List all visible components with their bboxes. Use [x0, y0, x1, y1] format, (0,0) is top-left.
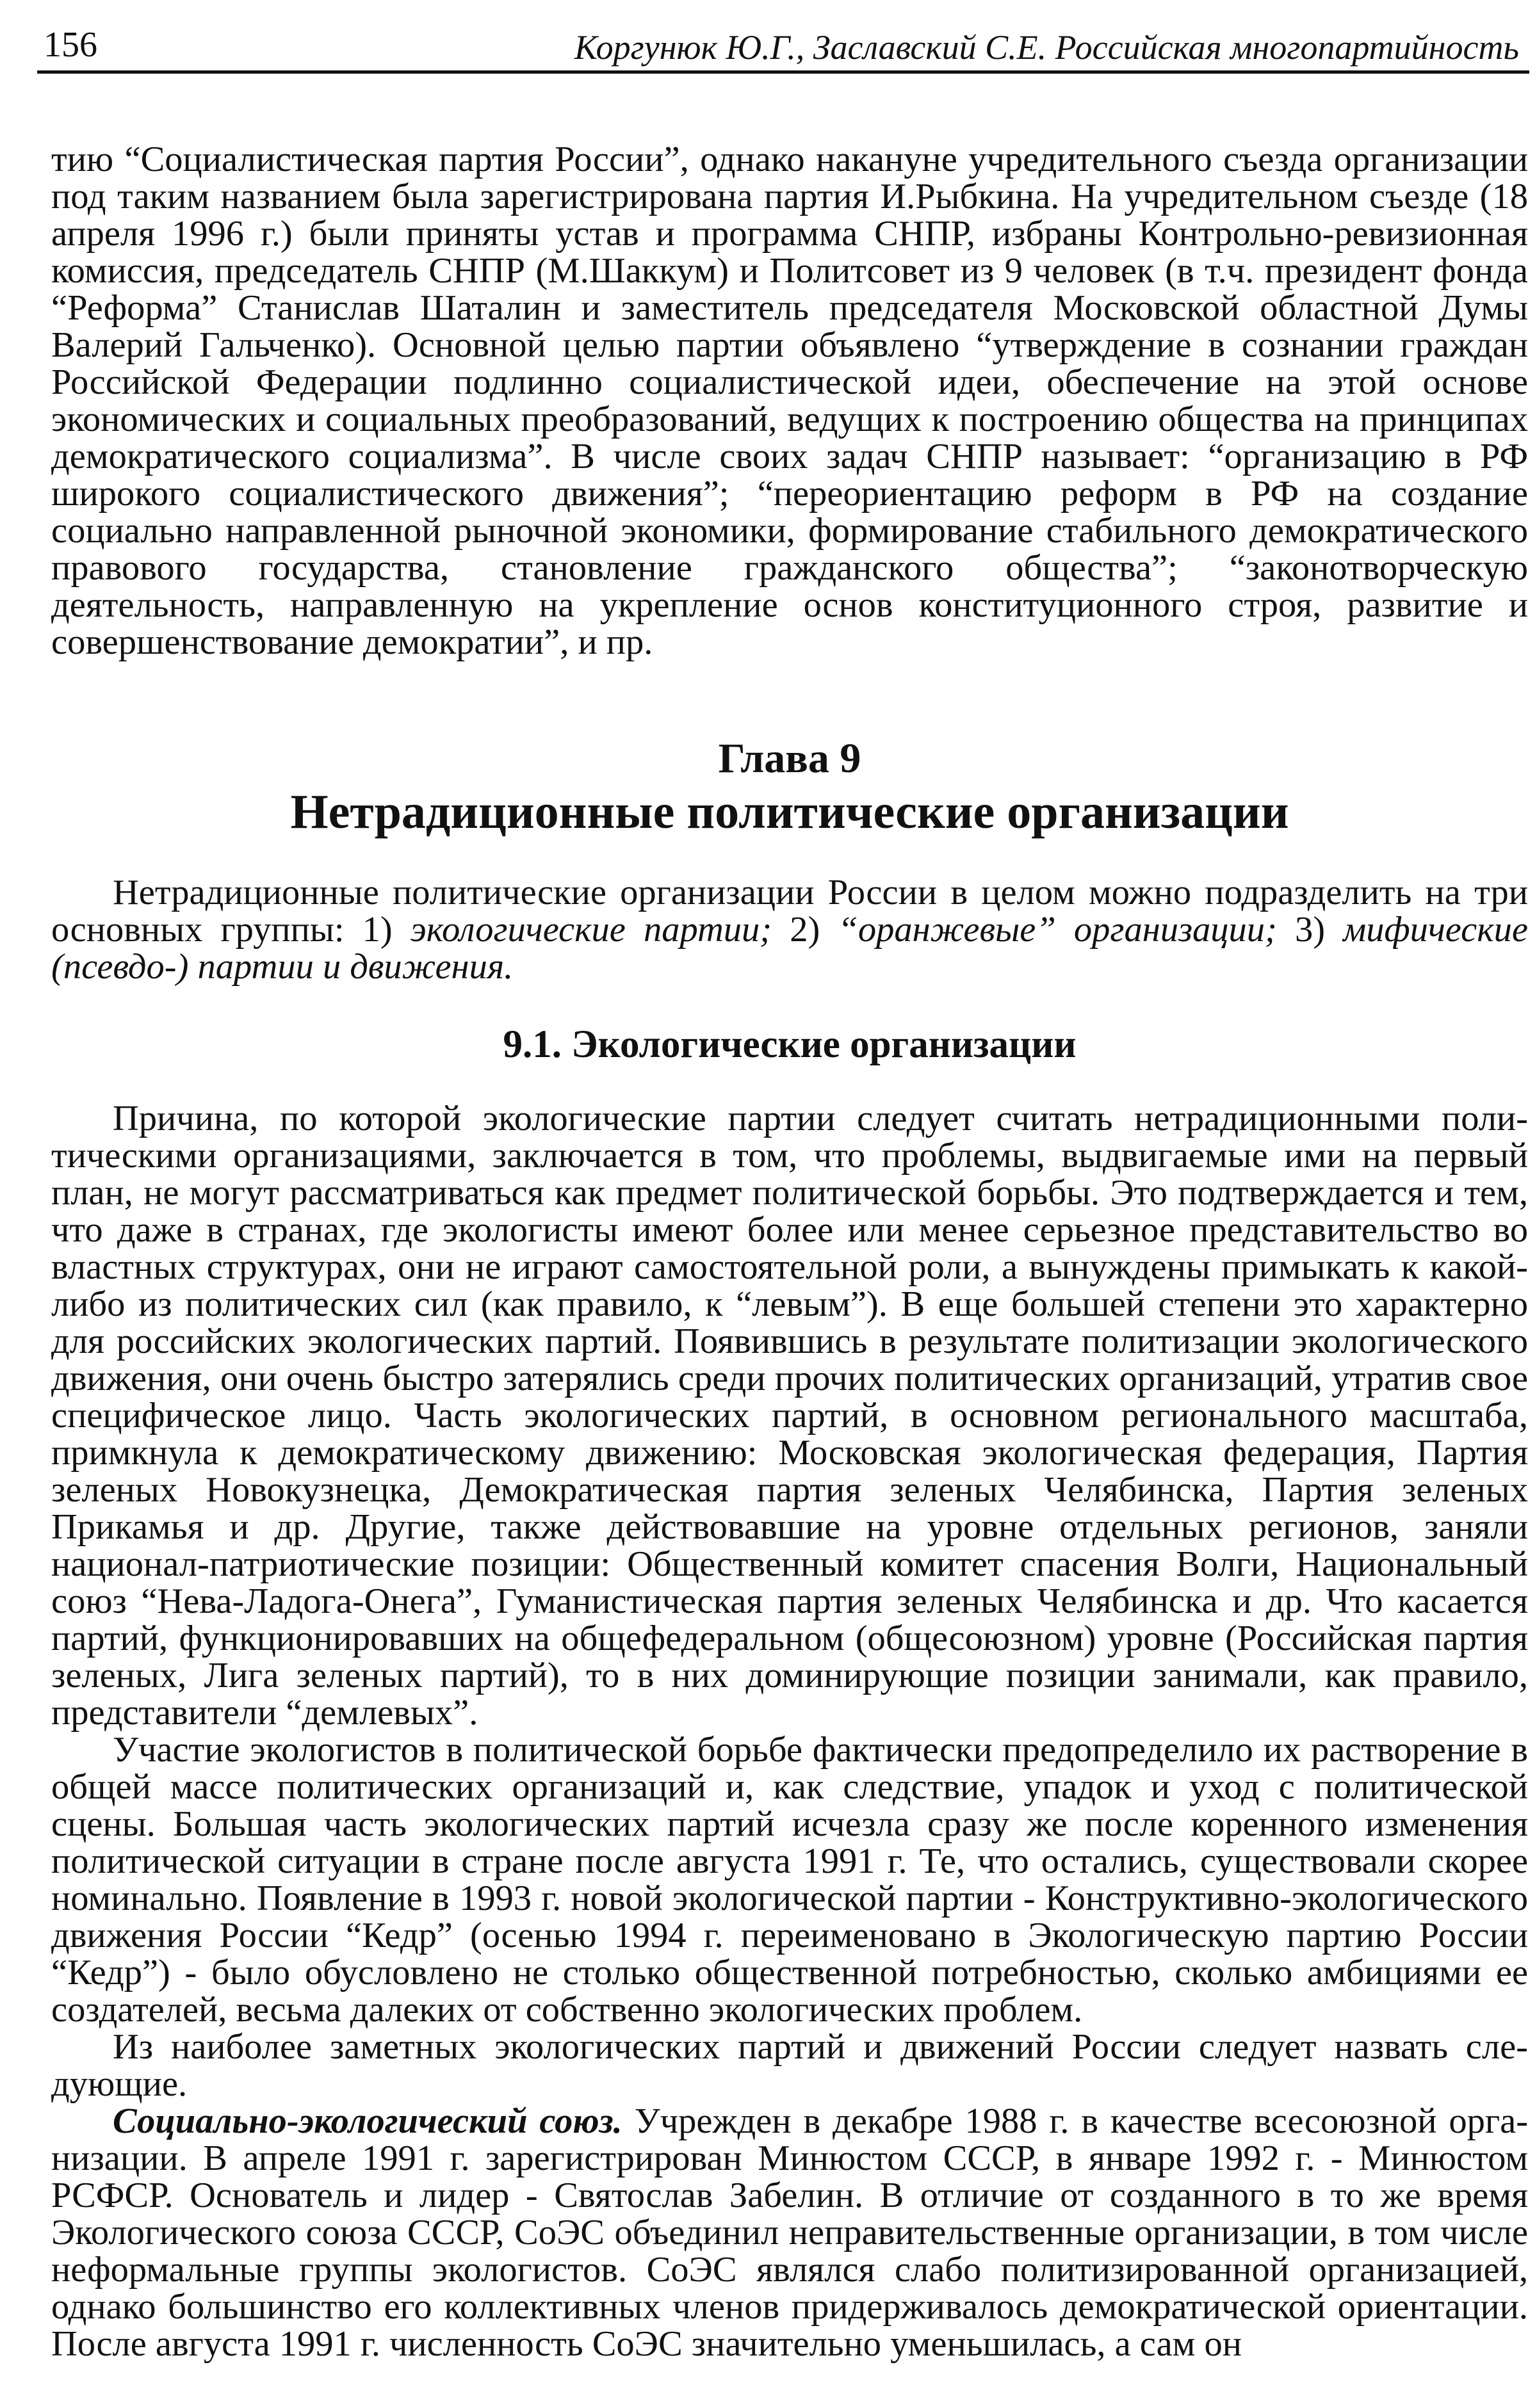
intro-separator: 2) — [772, 910, 838, 949]
organization-name: Социально-экологический союз. — [113, 2101, 622, 2141]
running-title: Коргунюк Ю.Г., Заславский С.Е. Российская многопартийность — [574, 28, 1519, 67]
section-paragraph: Причина, по которой экологические партии следует считать нетрадиционными политическими организациями, заключается в том, что проблемы, выдвигаемые ими на первый план, не могут рассматриваться как предмет политической борьбы. Это подтверждается и тем, что даже в странах, где экологисты имеют более или менее серьезное представительство во властных структурах, они не играют самостоятельной роли, а вынуждены примыкать к какой-либо из политических сил (как правило, к “левым”). В еще большей степени это характерно для российских экологических партий. Появившись в результате политизации экологического движения, они очень быстро затерялись среди прочих политических организаций, утратив свое специфическое лицо. Часть экологических партий, в основном регионального масштаба, примкнула к демократическому движению: Московская экологическая федерация, Партия зеленых Новокузнецка, Демократическая партия зеленых Челябинска, Партия зеленых Прикамья и др. Другие, также действовавшие на уровне отдельных регионов, заняли национал-патриотические позиции: Общественный комитет спасения Волги, Национальный союз “Нева-Ладога-Онега”, Гуманистическая партия зеленых Челябинска и др. Что касается партий, функционировавших на общефедеральном (общесоюзном) уровне (Российская партия зеленых, Лига зеленых партий), то в них доминирующие позиции занимали, как правило, представители “демлевых”. — [51, 1099, 1528, 1733]
continuation-block — [51, 141, 1528, 661]
section-paragraph: Из наиболее заметных экологических партий и движений России следует назвать следующие. — [51, 2027, 1528, 2104]
intro-text: Нетрадиционные политические организации России в целом можно подразделить на три основных группы: 1) — [51, 873, 1528, 949]
organization-description: Учрежден в декабре 1988 г. в качестве всесоюзной организации. В апреле 1991 г. зарегистрирован Минюстом СССР, в январе 1992 г. - Минюстом РСФСР. Основатель и лидер - Святослав Забелин. В отличие от созданного в то же время Экологического союза СССР, СоЭС объединил неправительственные организации, в том числе неформальные группы экологистов. СоЭС являлся слабо политизированной организацией, однако большинство его коллективных членов придерживалось демократической ориентации. После августа 1991 г. численность СоЭС значительно уменьшилась, а сам он — [51, 2101, 1529, 2364]
intro-item-ecological: экологические партии; — [410, 910, 772, 949]
page-number: 156 — [44, 25, 97, 65]
intro-item-mythical: мифические (псевдо-) партии и движения. — [51, 910, 1528, 987]
section-title: 9.1. Экологические организации — [503, 1023, 1077, 1066]
intro-item-orange: “оранжевые” организации; — [838, 910, 1277, 949]
chapter-label: Глава 9 — [718, 735, 861, 782]
continuation-paragraph: тию “Социалистическая партия России”, однако накануне учредительного съезда организации под таким названием была зарегистрирована партия И.Рыбкина. На учредительном съезде (18 апреля 1996 г.) были приняты устав и программа СНПР, избраны Контрольно-ревизионная комиссия, председатель СНПР (М.Шаккум) и Политсовет из 9 человек (в т.ч. президент фонда “Реформа” Станислав Шаталин и заместитель председателя Московской областной Думы Валерий Гальченко). Основной целью партии объявлено “утверждение в сознании граждан Российской Федерации подлинно социалистической идеи, обеспечение на этой основе экономических и социальных преобразований, ведущих к построению общества на принципах демократического социализма”. В числе своих задач СНПР называет: “организацию в РФ широкого социалистического движения”; “переориентацию реформ в РФ на создание социально направленной рыночной экономики, формирование стабильного демократического правового государства, становление гражданского общества”; “законотворческую деятельность, направленную на укрепление основ конституционного строя, развитие и совершенствование демократии”, и пр. — [51, 140, 1528, 662]
chapter-title: Нетрадиционные политические организации — [290, 785, 1289, 839]
organization-entry — [51, 2103, 1528, 2363]
section-body — [51, 1100, 1528, 2363]
intro-separator: 3) — [1276, 910, 1344, 949]
chapter-intro-paragraph — [51, 874, 1528, 985]
section-paragraph: Участие экологистов в политической борьбе фактически предопределило их растворение в общей массе политических организаций и, как следствие, упадок и уход с политической сцены. Большая часть экологических партий исчезла сразу же после коренного изменения политической ситуации в стране после августа 1991 г. Те, что остались, существовали скорее номинально. Появление в 1993 г. новой экологической партии - Конструктивно-экологического движения России “Кедр” (осенью 1994 г. переименовано в Экологическую партию России “Кедр”) - было обусловлено не столько общественной потребностью, сколько амбициями ее создателей, весьма далеких от собственно экологических проблем. — [51, 1730, 1528, 2030]
chapter-intro-block — [51, 874, 1528, 985]
running-header — [37, 18, 1529, 74]
